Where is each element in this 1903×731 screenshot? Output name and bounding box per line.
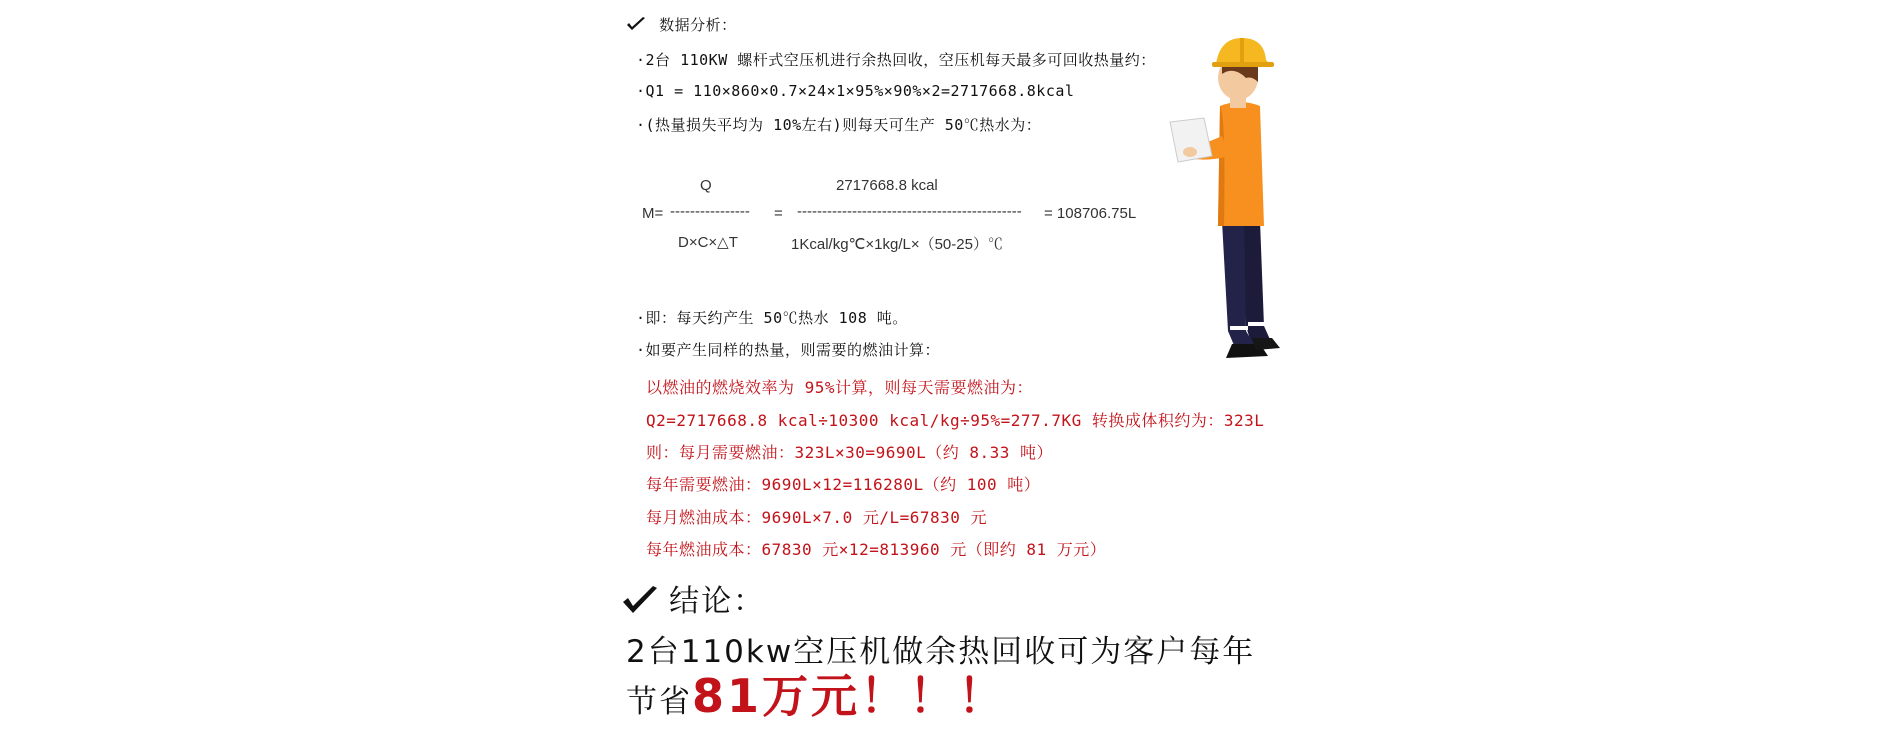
conclusion-prefix: 节省 xyxy=(626,684,692,720)
conclusion-highlight: 81万元！！！ xyxy=(692,669,1008,723)
analysis-heading: 数据分析： xyxy=(659,16,737,34)
formula-value-denominator: 1Kcal/kg℃×1kg/L×（50-25）℃ xyxy=(791,236,1003,253)
analysis-line: ·(热量损失平均为 10%左右)则每天可生产 50℃热水为： xyxy=(636,116,1042,134)
result-line: ·如要产生同样的热量，则需要的燃油计算： xyxy=(636,341,941,359)
formula-q-denominator: D×C×△T xyxy=(678,234,738,251)
oil-line: 每月燃油成本：9690L×7.0 元/L=67830 元 xyxy=(646,508,988,527)
oil-line: 则：每月需要燃油：323L×30=9690L（约 8.33 吨） xyxy=(646,443,1054,462)
check-icon xyxy=(626,16,646,32)
formula-q-numerator: Q xyxy=(700,177,712,194)
result-line: ·即：每天约产生 50℃热水 108 吨。 xyxy=(636,309,908,327)
formula-value-numerator: 2717668.8 kcal xyxy=(836,177,938,194)
conclusion-line-2 xyxy=(626,660,1007,726)
analysis-line: ·2台 110KW 螺杆式空压机进行余热回收，空压机每天最多可回收热量约： xyxy=(636,51,1156,69)
conclusion-heading-row xyxy=(622,576,765,620)
oil-line: Q2=2717668.8 kcal÷10300 kcal/kg÷95%=277.7KG 转换成体积约为：323L xyxy=(646,411,1265,430)
formula-equals: = xyxy=(774,205,783,222)
analysis-line: ·Q1 = 110×860×0.7×24×1×95%×90%×2=2717668.8kcal xyxy=(636,82,1075,100)
formula-lhs: M= xyxy=(642,205,664,222)
conclusion-heading: 结论： xyxy=(669,584,766,619)
analysis-heading-row xyxy=(626,14,737,35)
conclusion-line-1: 2台110kw空压机做余热回收可为客户每年 xyxy=(626,634,1256,670)
oil-line: 以燃油的燃烧效率为 95%计算，则每天需要燃油为： xyxy=(646,378,1034,397)
check-icon xyxy=(622,585,658,615)
formula-result: = 108706.75L xyxy=(1044,205,1137,222)
formula-q-fraction-bar: ---------------- xyxy=(670,203,750,220)
worker-illustration xyxy=(1160,26,1310,366)
oil-line: 每年燃油成本：67830 元×12=813960 元（即约 81 万元） xyxy=(646,540,1107,559)
formula-value-fraction-bar: --------------------------------------------- xyxy=(797,203,1022,220)
oil-line: 每年需要燃油：9690L×12=116280L（约 100 吨） xyxy=(646,475,1041,494)
